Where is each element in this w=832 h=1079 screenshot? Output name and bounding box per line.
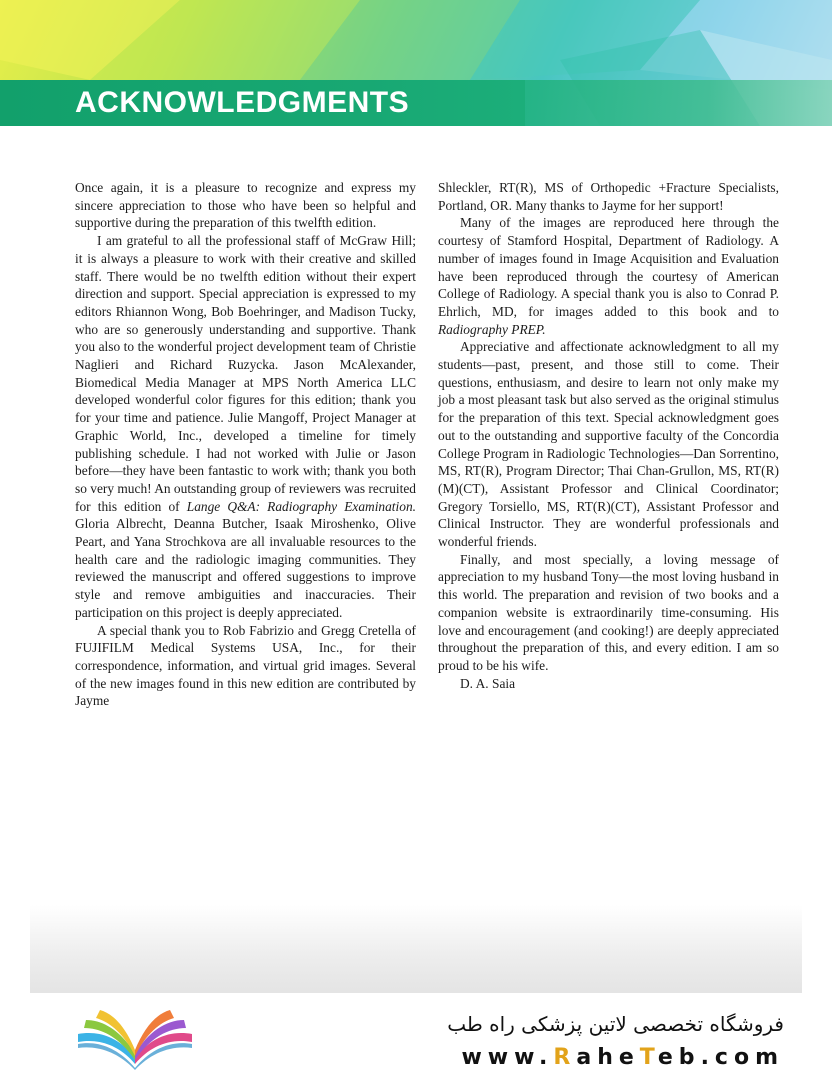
paragraph: Shleckler, RT(R), MS of Orthopedic +Fracture Specialists, Portland, OR. Many thanks to Jayme for her support! bbox=[438, 180, 779, 213]
url-accent-letter: R bbox=[553, 1045, 577, 1070]
paragraph: Finally, and most specially, a loving message of appreciation to my husband Tony—the most loving husband in this world. The preparation and revision of two books and a companion website is extraordinarily time-consuming. His love and encouragement (and cooking!) are deeply appreciated throughout the preparation of this, and every edition. I am so proud to be his wife. bbox=[438, 551, 779, 673]
left-column bbox=[75, 179, 416, 710]
url-part: ahe bbox=[576, 1045, 640, 1070]
store-name: فروشگاه تخصصی لاتین پزشکی راه طب bbox=[447, 1012, 784, 1036]
signature: D. A. Saia bbox=[460, 675, 516, 691]
url-part: eb bbox=[657, 1045, 701, 1070]
url-part: .com bbox=[700, 1045, 784, 1070]
url-part: www. bbox=[461, 1045, 554, 1070]
book-title: Lange Q&A: Radiography Examination. bbox=[186, 498, 416, 514]
footer-shade bbox=[30, 905, 802, 993]
store-url bbox=[461, 1045, 784, 1070]
paragraph-text: I am grateful to all the professional staff of McGraw Hill; it is always a pleasure to work with their creative and skilled staff. There would be no twelfth edition without their expert direction and support. Special appreciation is expressed to my editors Rhiannon Wong, Bob Boehringer, and Madison Tucky, who are so generously understanding and supportive. Thank you also to the wonderful project development team of Christie Naglieri and Richard Ruzycka. Jason McAlexander, Biomedical Media Manager at MPS North America LLC developed wonderful color figures for this edition; thank you for your time and patience. Julie Mangoff, Project Manager at Graphic World, Inc., developed a timeline for timely publishing schedule. I had not worked with Julie or Jason before—they have been fantastic to work with; thank you both so very much! An outstanding group of reviewers was recruited for this edition of bbox=[75, 233, 416, 514]
paragraph: Once again, it is a pleasure to recognize and express my sincere appreciation to those who have been so helpful and supportive during the preparation of this twelfth edition. bbox=[75, 180, 416, 231]
url-accent-letter: T bbox=[639, 1045, 658, 1070]
page-title: ACKNOWLEDGMENTS bbox=[75, 86, 410, 119]
paragraph-text: Many of the images are reproduced here through the courtesy of Stamford Hospital, Department of Radiology. A number of images found in Image Acquisition and Evaluation have been reproduced through the courtesy of American College of Radiology. A special thank you is also to Conrad P. Ehrlich, MD, for images added to this book and to bbox=[438, 215, 779, 319]
paragraph bbox=[75, 232, 416, 621]
book-logo-icon bbox=[70, 1008, 200, 1070]
paragraph-text: Gloria Albrecht, Deanna Butcher, Isaak Miroshenko, Olive Peart, and Yana Strochkova are all invaluable resources to the health care and the radiologic imaging communities. They reviewed the manuscript and offered suggestions to improve style and remove ambiguities and inaccuracies. Their participation on this project is deeply appreciated. bbox=[75, 516, 416, 620]
right-column bbox=[438, 179, 779, 710]
paragraph bbox=[438, 214, 779, 338]
book-title: Radiography PREP. bbox=[438, 321, 546, 337]
paragraph: Appreciative and affectionate acknowledgment to all my students—past, present, and those still to come. Their questions, enthusiasm, and desire to learn not only make my job a most pleasant task but also served as the original stimulus for the preparation of this text. Special acknowledgment goes out to the outstanding and supportive faculty of the Concordia College Program in Radiologic Technologies—Dan Sorrentino, MS, RT(R), Program Director; Thai Chan-Grullon, MS, RT(R)(M)(CT), Assistant Professor and Clinical Coordinator; Gregory Torsiello, MS, RT(R)(CT), Assistant Professor and Clinical Instructor. They are wonderful professionals and wonderful friends. bbox=[438, 339, 779, 550]
body-columns bbox=[75, 179, 779, 710]
paragraph: A special thank you to Rob Fabrizio and Gregg Cretella of FUJIFILM Medical Systems USA, Inc., for their correspondence, information, and virtual grid images. Several of the new images found in this new edition are contributed by Jayme bbox=[75, 622, 416, 709]
title-bar-extension bbox=[525, 80, 832, 126]
